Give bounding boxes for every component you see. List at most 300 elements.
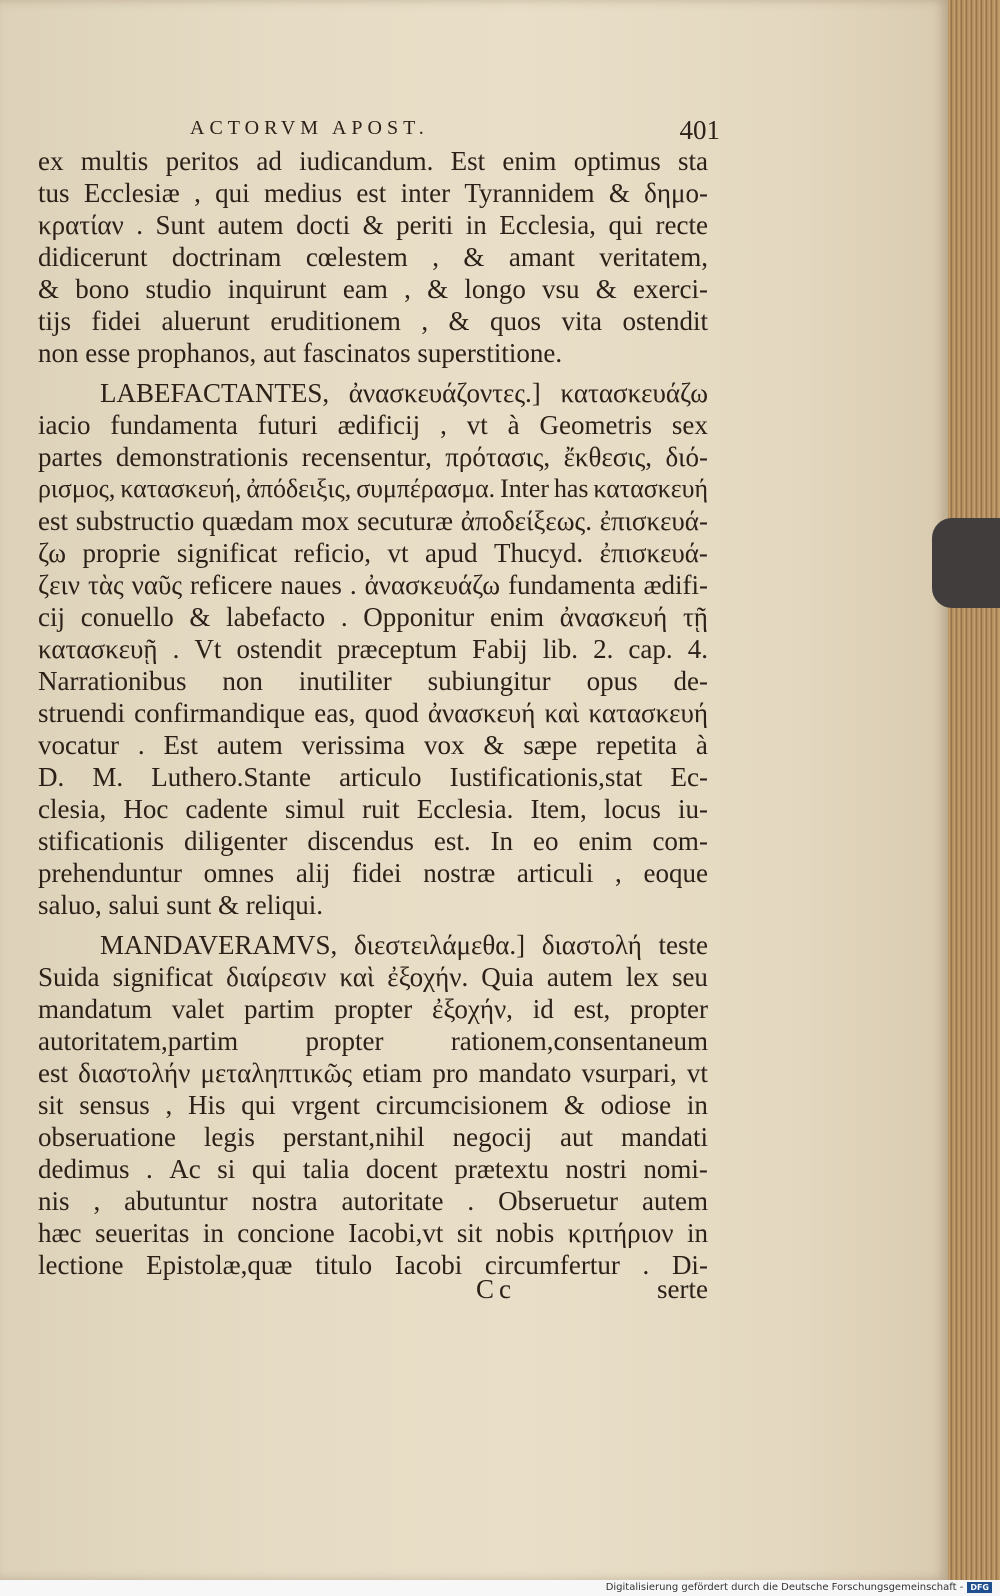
word: 4. [687, 634, 708, 664]
word: autem [641, 1186, 708, 1216]
word: teste [658, 930, 708, 960]
word: verissima [301, 730, 406, 760]
text-line [38, 305, 708, 337]
word: valet [171, 994, 225, 1024]
paragraph-gap [38, 369, 708, 377]
word: , [93, 1186, 101, 1216]
word: conuello [80, 602, 174, 632]
word: διαστολή [541, 930, 642, 960]
word: κατασκευή [593, 474, 708, 503]
word: D. [38, 762, 65, 792]
text-line [38, 473, 708, 505]
word: recensentur, [301, 442, 432, 472]
text-line [38, 601, 708, 633]
word: demonstrationis [115, 442, 289, 472]
word: nis [38, 1186, 70, 1216]
word: πρότασις, [445, 442, 551, 472]
word: & [189, 602, 211, 632]
word: Ecclesia. [416, 794, 514, 824]
word: tijs [38, 306, 72, 336]
word: & [463, 242, 485, 272]
word: vsu [542, 274, 580, 304]
word: negocij [452, 1122, 533, 1152]
word: recte [655, 210, 708, 240]
word: eam [342, 274, 388, 304]
word: pro [432, 1058, 469, 1088]
word: significat [176, 538, 278, 568]
word: LABEFACTANTES, [100, 378, 330, 408]
word: autoritatem,partim [38, 1026, 239, 1056]
word: de- [673, 666, 708, 696]
word: fidei [352, 858, 402, 888]
word: & [483, 730, 505, 760]
word: . [349, 570, 357, 600]
word: lex [625, 962, 659, 992]
word: est [356, 178, 387, 208]
word: ἀπόδειξις, [246, 474, 352, 503]
word: docent [365, 1154, 438, 1184]
word: clesia, [38, 794, 107, 824]
word: , [404, 274, 411, 304]
word: locus [603, 794, 661, 824]
word: ἐξοχήν. [387, 962, 469, 992]
word: lectione [38, 1250, 124, 1280]
word: seu [671, 962, 708, 992]
text-line [38, 505, 708, 537]
word: ἐπισκευά- [599, 506, 708, 536]
word: quos [490, 306, 542, 336]
text-line [38, 209, 708, 241]
word: nostræ [423, 858, 496, 888]
word: amant [508, 242, 575, 272]
word: peritos [165, 146, 240, 176]
word: à [695, 730, 708, 760]
word: μεταληπτικῶς [200, 1058, 353, 1088]
word: legis [203, 1122, 255, 1152]
word: didicerunt [38, 242, 148, 272]
word: fundamenta [508, 570, 636, 600]
word: ζω [38, 538, 66, 568]
word: optimus [573, 146, 661, 176]
text-line [38, 1057, 708, 1089]
word: non [222, 666, 263, 696]
word: eas, [314, 698, 356, 728]
text-line [38, 1185, 708, 1217]
word: omnes [203, 858, 275, 888]
word: κατασκευή [588, 698, 708, 728]
word: ρισμος, [38, 474, 116, 503]
word: διό- [665, 442, 708, 472]
word: mandato [478, 1058, 572, 1088]
text-line [38, 377, 708, 409]
text-line [38, 633, 708, 665]
word: odiose [600, 1090, 672, 1120]
paragraph-gap [38, 921, 708, 929]
word: κατασκευή, [120, 474, 242, 503]
word: Narrationibus [38, 666, 187, 696]
word: καὶ [339, 962, 375, 992]
word: longo [464, 274, 526, 304]
word: κρατίαν [38, 210, 124, 240]
text-line [38, 1121, 708, 1153]
word: διαίρεσιν [226, 962, 327, 992]
word: enim [502, 146, 557, 176]
word: fundamenta [110, 410, 238, 440]
word: propter [305, 1026, 384, 1056]
word: inter [400, 178, 451, 208]
word: ex [38, 146, 64, 176]
word: inquirunt [227, 274, 327, 304]
word: M. [92, 762, 124, 792]
word: vocatur [38, 730, 119, 760]
word: qui [251, 1154, 287, 1184]
signature-mark: Cc [476, 1274, 516, 1304]
word: perstant,nihil [282, 1122, 425, 1152]
text-line [38, 825, 708, 857]
word: propter [629, 994, 708, 1024]
text-line [38, 569, 708, 601]
word: diligenter [183, 826, 288, 856]
text-line [38, 857, 708, 889]
word: Iacobi,vt [348, 1218, 444, 1248]
word: , [165, 1090, 173, 1120]
word: mandati [621, 1122, 708, 1152]
word: quædam [202, 506, 294, 536]
word: & [362, 210, 384, 240]
word: obseruatione [38, 1122, 176, 1152]
word: secuturæ [357, 506, 453, 536]
word: vt [686, 1058, 708, 1088]
word: discendus [307, 826, 414, 856]
word: Ec- [670, 762, 708, 792]
word: ἀνασκευάζοντες.] [348, 378, 541, 408]
word: si [217, 1154, 236, 1184]
word: καὶ [544, 698, 580, 728]
word: iudicandum. [299, 146, 434, 176]
word: Luthero.Stante [151, 762, 311, 792]
word: . [137, 730, 145, 760]
word: ædificij [337, 410, 421, 440]
word: substructio [75, 506, 195, 536]
word: , [421, 306, 429, 336]
word: Hoc [123, 794, 169, 824]
word: 2. [593, 634, 614, 664]
clasp-tab [932, 518, 1000, 608]
word: Di- [671, 1250, 708, 1280]
word: prætextu [454, 1154, 549, 1184]
word: qui [241, 1090, 276, 1120]
text-line [38, 409, 708, 441]
word: , [194, 178, 201, 208]
word: , [440, 410, 447, 440]
word: sæpe [523, 730, 578, 760]
word: in [202, 1218, 224, 1248]
word: confirmandique [134, 698, 306, 728]
word: His [187, 1090, 226, 1120]
word: nobis [495, 1218, 555, 1248]
word: Vt [194, 634, 222, 664]
word: opus [586, 666, 638, 696]
word: & [595, 274, 617, 304]
word: propter [334, 994, 413, 1024]
word: τὰς [87, 570, 124, 600]
word: Geometris [539, 410, 653, 440]
word: κριτήριον [567, 1218, 674, 1248]
word: partes [38, 442, 103, 472]
word: à [507, 410, 520, 440]
word: ἔκθεσις, [563, 442, 653, 472]
word: talia [302, 1154, 350, 1184]
word: enim [578, 826, 633, 856]
text-line [38, 1153, 708, 1185]
word: τῇ [682, 602, 708, 632]
word: est, [573, 994, 611, 1024]
word: simul [284, 794, 345, 824]
word: ναῦς [131, 570, 183, 600]
word: id [532, 994, 554, 1024]
word: Iustificationis,stat [449, 762, 643, 792]
word: . [467, 1186, 475, 1216]
word: significat [112, 962, 214, 992]
word: docti [296, 210, 351, 240]
word: multis [80, 146, 149, 176]
word: . [642, 1250, 650, 1280]
word: inutiliter [298, 666, 392, 696]
text-line [38, 665, 708, 697]
text-line [38, 729, 708, 761]
word: ἐξοχήν, [431, 994, 513, 1024]
page-header [190, 115, 720, 145]
word: sit [456, 1218, 483, 1248]
word: nomi- [643, 1154, 708, 1184]
text-line [38, 177, 708, 209]
word: Ecclesia, [499, 210, 596, 240]
word: Sunt [155, 210, 206, 240]
word: & [608, 178, 630, 208]
word: . [340, 602, 348, 632]
word: autoritate [341, 1186, 444, 1216]
word: Item, [530, 794, 587, 824]
word: sit [38, 1090, 64, 1120]
word: reficio, [293, 538, 372, 568]
running-head: ACTORVM APOST. [190, 117, 429, 139]
word: In [490, 826, 514, 856]
word: . [172, 634, 180, 664]
word: exerci- [633, 274, 708, 304]
footer-credit-text: Digitalisierung gefördert durch die Deutsche Forschungsgemeinschaft - [605, 1582, 964, 1593]
word: circumcisionem [375, 1090, 549, 1120]
word: lib. [542, 634, 578, 664]
text-line [38, 241, 708, 273]
word: tus [38, 178, 70, 208]
word: vita [561, 306, 602, 336]
word: sex [671, 410, 708, 440]
text-line [38, 1025, 708, 1057]
word: nostri [565, 1154, 627, 1184]
word: titulo [315, 1250, 373, 1280]
word: qui [608, 210, 643, 240]
word: etiam [362, 1058, 423, 1088]
text-line [38, 793, 708, 825]
word: hæc [38, 1218, 82, 1248]
footer-credit [606, 1580, 992, 1596]
word: eo [533, 826, 559, 856]
word: mandatum [38, 994, 152, 1024]
word: in [686, 1218, 708, 1248]
word: subiungitur [427, 666, 551, 696]
word: Epistolæ,quæ [146, 1250, 293, 1280]
word: cap. [628, 634, 673, 664]
word: proprie [82, 538, 161, 568]
text-line [38, 1217, 708, 1249]
word: veritatem, [599, 242, 708, 272]
word: Est [163, 730, 198, 760]
dfg-logo: DFG [967, 1582, 992, 1593]
word: ædifi- [643, 570, 708, 600]
word: autem [217, 210, 284, 240]
word: labefacto [226, 602, 326, 632]
word: δημο- [644, 178, 708, 208]
word: . [146, 1154, 153, 1184]
text-line [38, 761, 708, 793]
word: ostendit [622, 306, 708, 336]
word: MANDAVERAMVS, [100, 930, 338, 960]
word: prehenduntur [38, 858, 182, 888]
text-line: saluo, salui sunt & reliqui. [38, 890, 323, 920]
word: seueritas [94, 1218, 190, 1248]
word: est. [433, 826, 471, 856]
word: autem [216, 730, 283, 760]
word: articuli [516, 858, 594, 888]
word: medius [264, 178, 342, 208]
word: periti [396, 210, 454, 240]
word: sta [678, 146, 708, 176]
word: ζειν [38, 570, 80, 600]
word: & [448, 306, 470, 336]
word: ἐπισκευά- [599, 538, 708, 568]
word: est [38, 1058, 68, 1088]
body-text [38, 145, 708, 1281]
word: vt [466, 410, 488, 440]
word: præceptum [337, 634, 458, 664]
word: ἀνασκευάζω [364, 570, 501, 600]
word: in [686, 1090, 708, 1120]
word: has [553, 474, 589, 503]
word: iu- [677, 794, 708, 824]
word: Fabij [472, 634, 528, 664]
word: futuri [257, 410, 318, 440]
word: circumfertur [484, 1250, 620, 1280]
word: Opponitur [363, 602, 475, 632]
word: ruit [362, 794, 400, 824]
word: est [38, 506, 68, 536]
page-number: 401 [679, 115, 720, 145]
word: naues [280, 570, 342, 600]
word: aut [560, 1122, 594, 1152]
word: Ac [169, 1154, 201, 1184]
word: eruditionem [270, 306, 401, 336]
word: διαστολήν [78, 1058, 191, 1088]
word: stificationis [38, 826, 164, 856]
word: ἀνασκευή [427, 698, 536, 728]
word: vsurpari, [581, 1058, 677, 1088]
word: . [136, 210, 143, 240]
word: cij [38, 602, 65, 632]
word: dedimus [38, 1154, 130, 1184]
word: & [563, 1090, 585, 1120]
word: Suida [38, 962, 100, 992]
word: cadente [185, 794, 268, 824]
word: enim [490, 602, 544, 632]
word: aluerunt [161, 306, 250, 336]
text-line [38, 441, 708, 473]
word: vrgent [291, 1090, 360, 1120]
word: eoque [643, 858, 708, 888]
word: Inter [500, 474, 549, 503]
word: partim [244, 994, 315, 1024]
word: vt [387, 538, 409, 568]
word: συμπέρασμα. [356, 474, 496, 503]
word: διεστειλάμεθα.] [353, 930, 526, 960]
word: bono [75, 274, 130, 304]
word: Thucyd. [493, 538, 584, 568]
word: , [432, 242, 439, 272]
word: fidei [91, 306, 141, 336]
word: apud [425, 538, 478, 568]
word: cœlestem [305, 242, 408, 272]
book-fore-edge [948, 0, 1000, 1580]
word: κατασκευῇ [38, 634, 158, 664]
word: Tyrannidem [464, 178, 595, 208]
word: & [38, 274, 60, 304]
text-line [38, 537, 708, 569]
word: rationem,consentaneum [450, 1026, 708, 1056]
word: Ecclesiæ [83, 178, 180, 208]
word: reficere [190, 570, 273, 600]
word: , [615, 858, 622, 888]
word: concione [237, 1218, 335, 1248]
word: Est [450, 146, 486, 176]
word: autem [546, 962, 613, 992]
text-line [38, 929, 708, 961]
word: in [465, 210, 487, 240]
word: Iacobi [394, 1250, 463, 1280]
word: ostendit [236, 634, 322, 664]
word: iacio [38, 410, 91, 440]
text-line [38, 273, 708, 305]
word: vox [424, 730, 465, 760]
word: qui [215, 178, 250, 208]
text-line [38, 961, 708, 993]
word: & [427, 274, 449, 304]
page-foot [38, 1274, 708, 1306]
word: ad [256, 146, 282, 176]
catchword: serte [657, 1274, 708, 1304]
text-line [38, 1089, 708, 1121]
word: articulo [339, 762, 422, 792]
word: com- [652, 826, 708, 856]
word: κατασκευάζω [560, 378, 708, 408]
footer-bar [0, 1580, 1000, 1596]
text-line: non esse prophanos, aut fascinatos superstitione. [38, 338, 563, 368]
word: alij [295, 858, 331, 888]
word: repetita [596, 730, 678, 760]
word: ἀνασκευή [559, 602, 668, 632]
word: sensus [79, 1090, 150, 1120]
word: ἀποδείξεως. [460, 506, 592, 536]
word: Obseruetur [498, 1186, 619, 1216]
word: Quia [481, 962, 534, 992]
